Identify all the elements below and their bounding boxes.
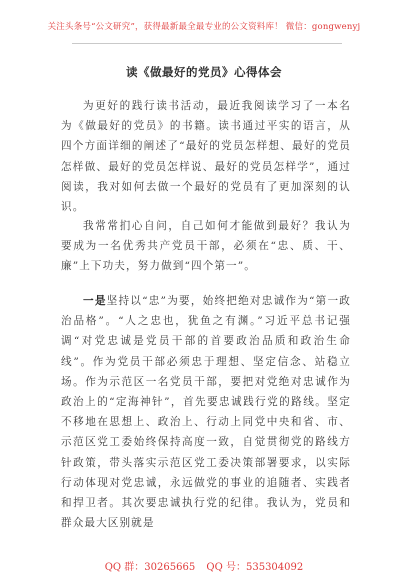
paragraph-2 [61,216,351,277]
footer-qq-group: QQ 群：30265665 [104,562,196,573]
header-banner: 关注头条号“公文研究”，获得最新最全最专业的公文资料库！ 微信：gongwenyj [47,22,361,32]
paragraph-3 [61,291,351,533]
paragraph-1-text: 为更好的践行读书活动，最近我阅读学习了一本名为《做最好的党员》的书籍。读书通过平实的语言，从四个方面详细的阐述了“最好的党员怎样想、最好的党员怎样做、最好的党员怎样说、最好的党员怎样学”，通过阅读，我对如何去做一个最好的党员有了更加深刻的认识。 [61,100,351,214]
paragraph-3-lead: 一是 [83,295,107,307]
header-divider [72,43,342,44]
paragraph-2-text: 我常常扪心自问，自己如何才能做到最好？我认为要成为一名优秀共产党员干部，必须在“忠、质、干、廉”上下功夫，努力做到“四个第一”。 [61,220,351,273]
paragraph-3-text: 坚持以“忠”为要，始终把绝对忠诚作为“第一政治品格”。“人之忠也，犹鱼之有渊。”习近平总书记强调“对党忠诚是党员干部的首要政治品质和政治生命线”。作为党员干部必须忠于理想、坚定信念、站稳立场。作为示范区一名党员干部，要把对党绝对忠诚作为政治上的“定海神针”，首先要忠诚践行党的路线。坚定不移地在思想上、政治上、行动上同党中央和省、市、示范区党工委始终保持高度一致，自觉贯彻党的路线方针政策，带头落实示范区党工委决策部署要求，以实际行动体现对党忠诚，永远做党的事业的追随者、实践者和捍卫者。其次要忠诚执行党的纪律。我认为，党员和群众最大区别就是 [61,295,351,530]
footer-contact [0,558,408,573]
paragraph-1 [61,96,351,217]
footer-qq-number: QQ 号：535304092 [206,562,304,573]
document-title: 读《做最好的党员》心得体会 [126,65,282,79]
